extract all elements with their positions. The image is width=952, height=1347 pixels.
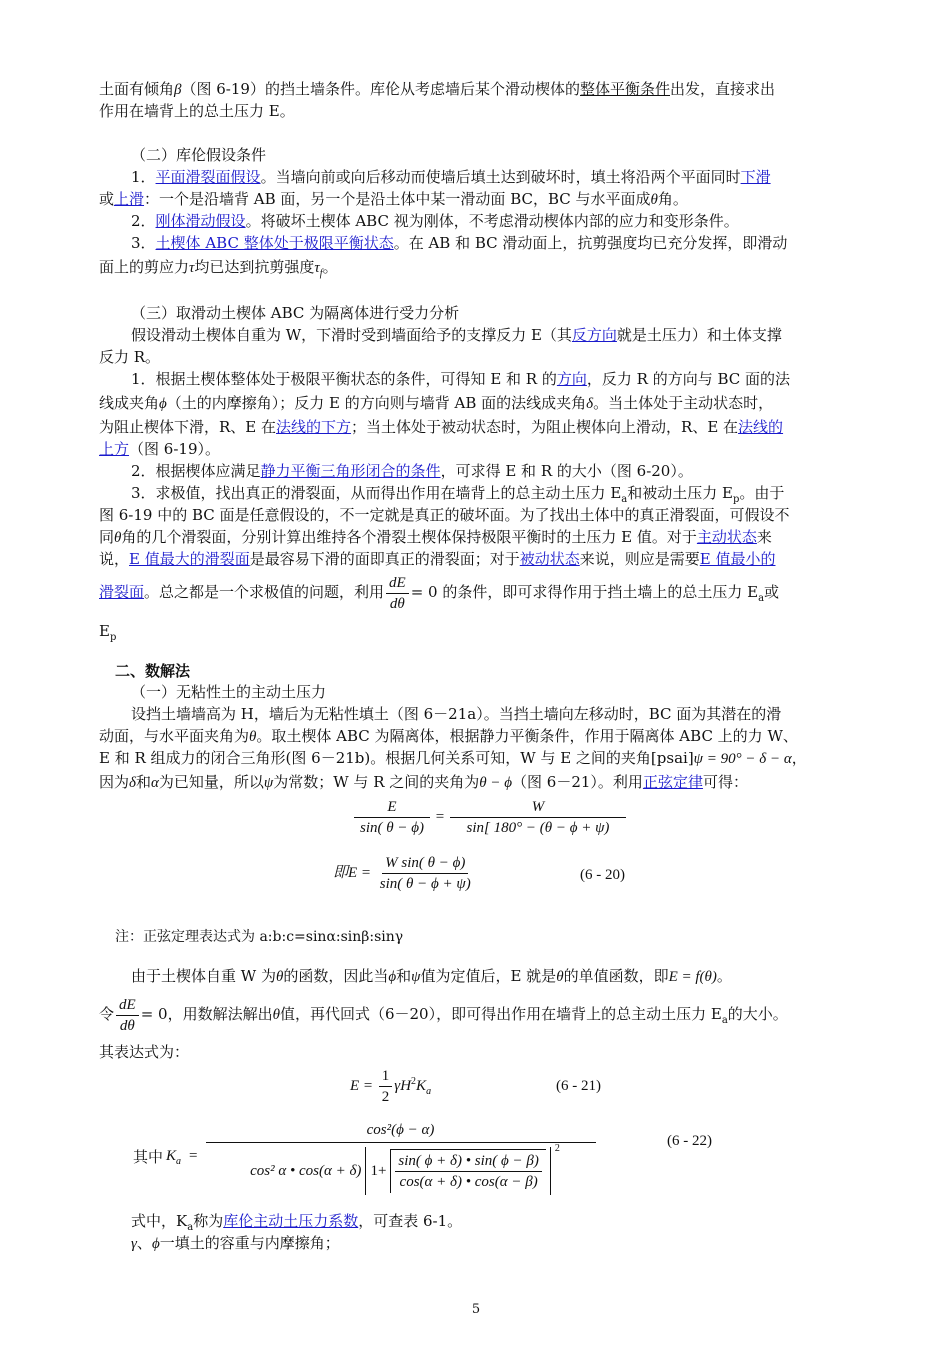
paragraph-line [131, 324, 857, 346]
function-expression: E = f(θ) [668, 969, 717, 985]
symbol-theta: θ [650, 192, 658, 208]
section-heading: （二）库伦假设条件 [131, 146, 267, 164]
link-slip-surface[interactable]: 滑裂面 [99, 583, 145, 601]
subsection-heading: （一）无粘性土的主动土压力 [131, 683, 327, 701]
link-coulomb-coefficient[interactable]: 库伦主动土压力系数 [223, 1212, 359, 1230]
link-limit-equilibrium[interactable]: 土楔体 ABC 整体处于极限平衡状态 [155, 234, 394, 252]
symbol-phi: ϕ [159, 396, 167, 412]
text: 因为 [99, 773, 130, 791]
fraction-numerator: sin( ϕ + δ) • sin( ϕ − β) [395, 1151, 541, 1172]
subscript: p [732, 494, 740, 505]
fraction-numerator: W sin( θ − ϕ) [382, 853, 468, 874]
text: E [99, 622, 110, 640]
equation-number: (6 - 20) [580, 867, 625, 883]
symbol-delta: δ [129, 775, 136, 791]
text: 。 [322, 258, 338, 276]
paragraph-line [99, 100, 857, 122]
paragraph-line: 设挡土墙墙高为 H，墙后为无粘性填土（图 6－21a）。当挡土墙向左移动时，BC 面为其潜在的滑 [131, 705, 782, 723]
text: 角。 [657, 190, 688, 208]
text: ， [791, 749, 807, 767]
denominator-term: cos² α • cos(α + δ) [250, 1162, 362, 1179]
text: 的大小。 [727, 1005, 788, 1023]
subscript: a [621, 494, 628, 505]
list-item [131, 232, 857, 254]
text: 。由于 [739, 484, 785, 502]
paragraph-line [131, 1232, 857, 1255]
derivative-fraction [116, 995, 139, 1036]
paragraph-line: 图 6-19 中的 BC 面是任意假设的，不一定就是真正的破坏面。为了找出土体中的真正滑裂面，可假设不 [99, 506, 790, 524]
paragraph-line [131, 965, 857, 988]
text: ，可查表 6-1。 [358, 1212, 463, 1230]
fraction-denominator: sin( θ − ϕ) [360, 820, 424, 836]
equation-prefix: 即E = [333, 864, 372, 881]
fraction [377, 853, 474, 894]
text: 面上的剪应力 [99, 258, 190, 276]
link-max-e-surface[interactable]: E 值最大的滑裂面 [129, 550, 250, 568]
section-title: 二、数解法 [115, 662, 191, 680]
text: 和 [396, 967, 412, 985]
equation-number: (6 - 21) [556, 1078, 601, 1094]
fraction-numerator: dE [116, 995, 139, 1016]
symbol-phi: ϕ [151, 1236, 160, 1252]
link-slide-down[interactable]: 下滑 [740, 168, 771, 186]
fraction-numerator: E [354, 797, 430, 818]
link-active-state[interactable]: 主动状态 [696, 528, 757, 546]
symbol-theta: θ [275, 969, 284, 985]
fraction-denominator: sin[ 180° − (θ − ϕ + ψ) [466, 820, 610, 836]
text: 、 [136, 1234, 152, 1252]
text: 的单值函数，即 [563, 967, 669, 985]
item-number: 2． [131, 212, 156, 230]
big-fraction [206, 1118, 596, 1195]
paragraph-line [99, 548, 857, 570]
symbol-gamma: γ [131, 1236, 137, 1252]
text: 值为定值后，E 就是 [420, 967, 557, 985]
fraction-denominator: 2 [381, 1089, 390, 1105]
paragraph-line: 反力 R。 [99, 348, 161, 366]
bracket-group [365, 1143, 560, 1195]
fraction-denominator [250, 1143, 560, 1195]
text: ，反力 R 的方向与 BC 面的法 [586, 370, 791, 388]
fraction [379, 1066, 393, 1107]
paragraph-line [99, 392, 857, 415]
list-item [131, 460, 857, 482]
text: 同 [99, 528, 115, 546]
fraction-denominator: dθ [119, 1017, 135, 1034]
equation-prefix: 其中 [133, 1148, 164, 1166]
text: 。取土楔体 ABC 为隔离体，根据静力平衡条件，作用于隔离体 ABC 上的力 W、 [256, 727, 798, 745]
equation-body: γH [394, 1077, 412, 1094]
paragraph-line [99, 256, 857, 285]
angle-expression: θ − ϕ [479, 775, 513, 791]
link-sine-law[interactable]: 正弦定律 [642, 773, 703, 791]
angle-expression: ψ = 90° − δ − α [693, 751, 792, 767]
text: 可得： [702, 773, 748, 791]
link-passive-state[interactable]: 被动状态 [519, 550, 580, 568]
subscript: a [187, 1222, 194, 1233]
text: 。 [716, 967, 732, 985]
note: 注：正弦定理表达式为 a:b:c=sinα:sinβ:sinγ [115, 929, 404, 945]
text: 。当墙向前或向后移动而使墙后填土达到破坏时，填土将沿两个平面同时 [260, 168, 741, 186]
link-reverse-direction[interactable]: 反方向 [571, 326, 617, 344]
equation-prefix: E = [350, 1077, 374, 1094]
text: 或 [764, 583, 780, 601]
text: 称为 [193, 1212, 224, 1230]
paragraph-line [99, 771, 857, 794]
link-static-triangle[interactable]: 静力平衡三角形闭合的条件 [260, 462, 441, 480]
equals-sign: = [189, 1148, 198, 1164]
text: 均已达到抗剪强度 [194, 258, 315, 276]
equation-number: (6 - 22) [667, 1133, 712, 1149]
subscript: p [109, 632, 117, 643]
fraction-numerator: dE [386, 573, 409, 594]
symbol-psi: ψ [263, 775, 274, 791]
symbol-theta: θ [249, 729, 257, 745]
text: （图 6-19）的挡土墙条件。库伦从考虑墙后某个滑动楔体的 [181, 80, 580, 98]
fraction [450, 797, 626, 838]
paragraph-line [99, 416, 857, 438]
symbol-tau: τ [189, 260, 195, 276]
text: E 和 R 组成力的闭合三角形(图 6－21b)。根据几何关系可知，W 与 E 之间的夹角[psai] [99, 749, 694, 767]
list-item [131, 368, 857, 390]
text: 。在 AB 和 BC 滑动面上，抗剪强度均已充分发挥，即滑动 [393, 234, 788, 252]
subscript: f [319, 268, 323, 279]
paragraph-line [99, 78, 857, 101]
text: （图 6-19）。 [129, 440, 220, 458]
symbol-delta: δ [586, 396, 594, 412]
text: （土的内摩擦角）；反力 E 的方向则与墙背 AB 面的法线成夹角 [166, 394, 587, 412]
fraction-numerator: cos²(ϕ − α) [206, 1118, 596, 1143]
text: ：一个是沿墙背 AB 面，另一个是沿土体中某一滑动面 BC，BC 与水平面成 [144, 190, 651, 208]
page-number: 5 [471, 1302, 481, 1317]
text: 为已知量，所以 [158, 773, 264, 791]
subscript: a [721, 1015, 728, 1026]
text: 1．根据土楔体整体处于极限平衡状态的条件，可得知 E 和 R 的 [131, 370, 557, 388]
text: 来 [756, 528, 772, 546]
equals-sign: = [435, 808, 445, 825]
link-below-normal[interactable]: 法线的下方 [276, 418, 352, 436]
text: 动面，与水平面夹角为 [99, 727, 250, 745]
text: = 0 的条件，即可求得作用于挡土墙上的总土压力 E [410, 583, 759, 601]
text: 2．根据楔体应满足 [131, 462, 261, 480]
underlined-term: 整体平衡条件 [579, 80, 670, 98]
text: 来说，则应是需要 [579, 550, 700, 568]
section-heading: （三）取滑动土楔体 ABC 为隔离体进行受力分析 [131, 304, 460, 322]
derivative-fraction [386, 573, 409, 614]
equation-6-20 [333, 853, 476, 894]
paragraph-line [99, 994, 857, 1041]
paragraph-line [99, 188, 857, 211]
link-normal[interactable]: 法线的 [738, 418, 784, 436]
text: ，可求得 E 和 R 的大小（图 6-20）。 [440, 462, 693, 480]
fraction [395, 1151, 541, 1192]
text: ；当土体处于被动状态时，为阻止楔体向上滑动，R、E 在 [351, 418, 739, 436]
symbol-alpha: α [151, 775, 159, 791]
paragraph-line [99, 438, 857, 460]
text: 和 [136, 773, 152, 791]
text: 为常数；W 与 R 之间的夹角为 [273, 773, 480, 791]
text: 是最容易下滑的面即真正的滑裂面；对于 [249, 550, 520, 568]
text: 由于土楔体自重 W 为 [131, 967, 276, 985]
text: 值，再代回式（6－20），即可得出作用在墙背上的总主动土压力 E [279, 1005, 722, 1023]
text: 一填土的容重与内摩擦角； [159, 1234, 340, 1252]
fraction-denominator: sin( θ − ϕ + ψ) [379, 876, 471, 892]
fraction-numerator: 1 [379, 1066, 393, 1087]
text: = 0，用数解法解出 [140, 1005, 273, 1023]
sqrt-group [390, 1149, 545, 1193]
link-direction[interactable]: 方向 [556, 370, 587, 388]
paragraph-line [99, 572, 857, 619]
item-number: 1． [131, 168, 156, 186]
symbol-theta: θ [114, 530, 122, 546]
link-slide-up[interactable]: 上滑 [114, 190, 145, 208]
text: 。总之都是一个求极值的问题，利用 [144, 583, 385, 601]
text: 作用在墙背上的总土压力 E。 [99, 102, 295, 120]
text: 的函数，因此当 [283, 967, 389, 985]
subscript: a [758, 593, 765, 604]
symbol-psi: ψ [411, 969, 421, 985]
symbol-tau-f: τ [314, 260, 320, 276]
symbol-theta: θ [272, 1007, 280, 1023]
link-min-e[interactable]: E 值最小的 [699, 550, 776, 568]
list-item [131, 166, 857, 188]
text: 说， [99, 550, 130, 568]
paragraph-line [99, 747, 857, 770]
fraction-denominator: cos(α + δ) • cos(α − β) [399, 1174, 538, 1190]
coefficient: K [166, 1148, 177, 1164]
subscript: a [176, 1156, 182, 1167]
fraction-numerator: W [450, 797, 626, 818]
symbol-phi: ϕ [388, 969, 397, 985]
superscript: 2 [411, 1075, 417, 1087]
equation-6-21 [350, 1066, 431, 1107]
link-plane-slip[interactable]: 平面滑裂面假设 [155, 168, 261, 186]
item-number: 3． [131, 234, 156, 252]
coefficient: K [416, 1077, 427, 1094]
text: 。将破坏土楔体 ABC 视为刚体，不考虑滑动楔体内部的应力和变形条件。 [245, 212, 739, 230]
fraction-denominator: dθ [389, 595, 405, 612]
text: 式中，K [131, 1212, 188, 1230]
paragraph-line: 其表达式为： [99, 1043, 190, 1061]
list-item [131, 210, 857, 232]
equation-sine-law [352, 797, 628, 838]
fraction [354, 797, 430, 838]
subscript: a [426, 1085, 432, 1097]
text: 为阻止楔体下滑，R、E 在 [99, 418, 277, 436]
text: 就是土压力）和土体支撑 [616, 326, 782, 344]
superscript: 2 [554, 1143, 560, 1154]
equation-term: 1+ [370, 1162, 387, 1179]
link-rigid-slide[interactable]: 刚体滑动假设 [155, 212, 246, 230]
text: 出发，直接求出 [670, 80, 776, 98]
paragraph-line [99, 526, 857, 549]
paragraph-line [99, 725, 857, 748]
text: 3．求极值，找出真正的滑裂面，从而得出作用在墙背上的总主动土压力 E [131, 484, 622, 502]
paragraph-line [99, 620, 857, 649]
text: 线成夹角 [99, 394, 160, 412]
text: 土面有倾角 [99, 80, 175, 98]
link-above[interactable]: 上方 [99, 440, 130, 458]
text: 令 [99, 1005, 115, 1023]
text: 和被动土压力 E [627, 484, 733, 502]
text: 或 [99, 190, 115, 208]
text: 角的几个滑裂面，分别计算出维持各个滑裂土楔体保持极限平衡时的土压力 E 值。对于 [121, 528, 697, 546]
symbol-beta: β [174, 82, 182, 98]
symbol-theta: θ [556, 969, 564, 985]
text: （图 6－21）。利用 [512, 773, 643, 791]
text: 。当土体处于主动状态时， [593, 394, 774, 412]
equation-6-22 [133, 1118, 596, 1195]
text: 假设滑动土楔体自重为 W，下滑时受到墙面给予的支撑反力 E（其 [131, 326, 572, 344]
